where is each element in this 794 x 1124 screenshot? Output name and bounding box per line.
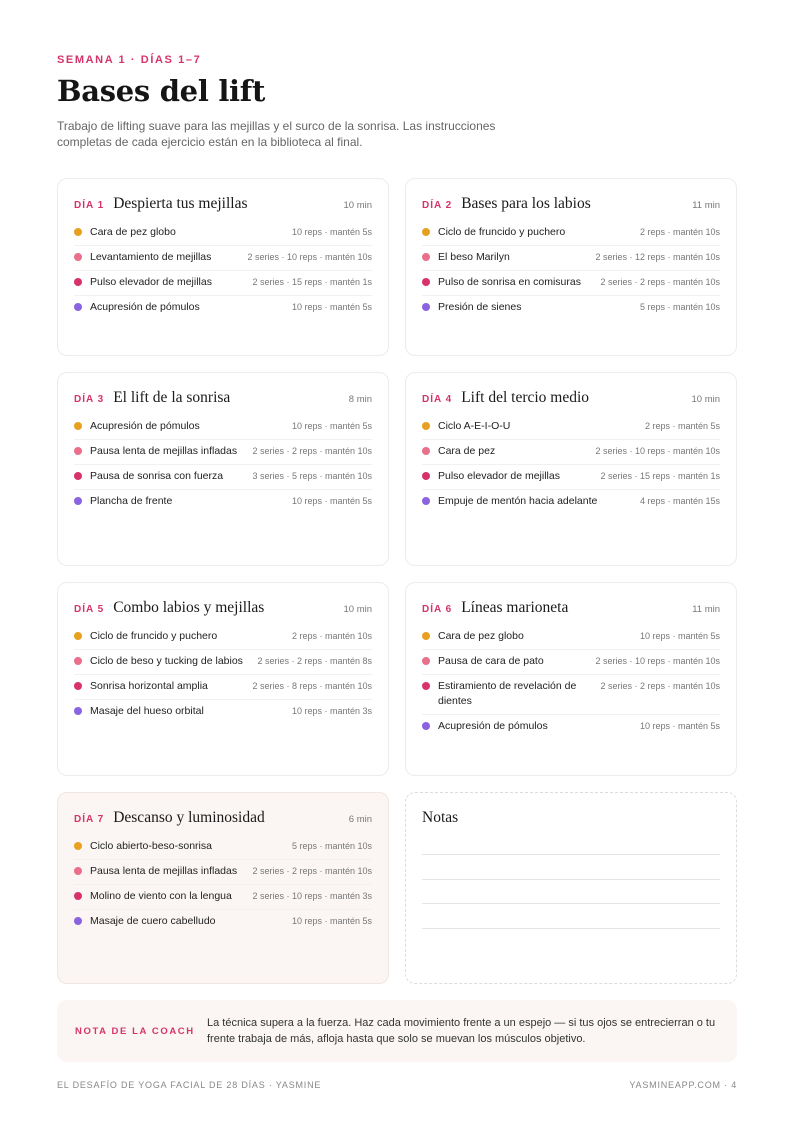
day-card-header [74,389,372,407]
day-tag: DÍA 7 [74,814,105,825]
exercise-meta: 5 reps · mantén 10s [291,841,372,851]
exercise-dot-icon [74,867,82,875]
notes-card [405,792,737,984]
exercise-meta: 2 series · 2 reps · mantén 10s [252,446,372,456]
exercise-row [74,221,372,246]
exercise-row [74,675,372,700]
exercise-row [74,490,372,514]
exercise-meta: 2 series · 10 reps · mantén 10s [595,656,720,666]
day-card [57,582,389,776]
exercise-dot-icon [74,917,82,925]
exercise-meta: 10 reps · mantén 5s [291,496,372,506]
exercise-name: Ciclo A-E-I-O-U [438,420,511,432]
exercise-row [422,221,720,246]
exercise-meta: 3 series · 5 reps · mantén 10s [252,471,372,481]
exercise-row [74,835,372,860]
day-duration: 10 min [691,394,720,405]
exercise-dot-icon [422,228,430,236]
exercise-name: Acupresión de pómulos [438,720,548,732]
exercise-meta: 5 reps · mantén 10s [639,302,720,312]
exercise-meta: 2 series · 12 reps · mantén 10s [595,252,720,262]
exercise-dot-icon [422,447,430,455]
exercise-name: Pulso elevador de mejillas [90,276,212,288]
exercise-meta: 10 reps · mantén 3s [291,706,372,716]
exercise-row [422,296,720,320]
exercise-name: Pausa de sonrisa con fuerza [90,470,224,482]
coach-note-label: NOTA DE LA COACH [75,1025,195,1037]
day-card [57,178,389,356]
exercise-meta: 2 series · 2 reps · mantén 10s [600,681,720,691]
exercise-row [74,910,372,934]
exercise-row [422,675,720,715]
note-line[interactable] [422,879,720,880]
day-card [405,178,737,356]
day-duration: 11 min [692,200,720,211]
day-card-header [74,809,372,827]
coach-note-text: La técnica supera a la fuerza. Haz cada movimiento frente a un espejo — si tus ojos se entrecierran o tu frente trabaja de más, afloja hasta que solo se muevan los músculos objetivo. [207,1017,716,1045]
exercise-dot-icon [74,682,82,690]
day-tag: DÍA 3 [74,394,105,405]
day-card [405,582,737,776]
exercise-dot-icon [422,497,430,505]
exercise-meta: 2 series · 2 reps · mantén 8s [257,656,372,666]
exercise-dot-icon [422,657,430,665]
exercise-meta: 10 reps · mantén 5s [291,916,372,926]
exercise-name: Ciclo de beso y tucking de labios [90,655,243,667]
exercise-dot-icon [74,253,82,261]
exercise-row [422,715,720,739]
exercise-dot-icon [422,278,430,286]
exercise-dot-icon [74,632,82,640]
exercise-dot-icon [74,707,82,715]
exercise-name: Pausa de cara de pato [438,655,544,667]
day-card [57,792,389,984]
exercise-name: El beso Marilyn [438,251,510,263]
exercise-meta: 2 series · 10 reps · mantén 10s [595,446,720,456]
day-card-header [74,195,372,213]
exercise-dot-icon [422,253,430,261]
exercise-name: Pulso elevador de mejillas [438,470,560,482]
exercise-meta: 10 reps · mantén 5s [291,302,372,312]
day-tag: DÍA 6 [422,604,453,615]
day-tag: DÍA 5 [74,604,105,615]
exercise-meta: 10 reps · mantén 5s [291,421,372,431]
exercise-name: Acupresión de pómulos [90,301,200,313]
day-title: Bases para los labios [461,195,591,212]
exercise-dot-icon [74,228,82,236]
day-card-header [422,389,720,407]
exercise-name: Masaje de cuero cabelludo [90,915,216,927]
exercise-name: Cara de pez [438,445,496,457]
day-duration: 11 min [692,604,720,615]
day-grid [57,178,737,984]
exercise-row [422,625,720,650]
exercise-dot-icon [422,303,430,311]
exercise-dot-icon [422,682,430,690]
exercise-dot-icon [74,278,82,286]
exercise-meta: 2 reps · mantén 10s [291,631,372,641]
exercise-dot-icon [422,472,430,480]
exercise-row [422,440,720,465]
note-line[interactable] [422,928,720,929]
exercise-meta: 2 reps · mantén 10s [639,227,720,237]
exercise-row [74,860,372,885]
exercise-name: Presión de sienes [438,301,522,313]
exercise-meta: 2 reps · mantén 5s [644,421,720,431]
exercise-dot-icon [74,657,82,665]
note-line[interactable] [422,903,720,904]
exercise-dot-icon [74,447,82,455]
exercise-meta: 2 series · 8 reps · mantén 10s [252,681,372,691]
exercise-row [74,885,372,910]
footer [57,1080,737,1090]
exercise-row [422,465,720,490]
note-line[interactable] [422,854,720,855]
day-tag: DÍA 4 [422,394,453,405]
day-card [405,372,737,566]
exercise-row [74,246,372,271]
exercise-row [74,700,372,724]
day-duration: 8 min [348,394,372,405]
exercise-dot-icon [74,892,82,900]
exercise-dot-icon [74,303,82,311]
day-duration: 10 min [343,200,372,211]
exercise-meta: 2 series · 10 reps · mantén 3s [252,891,372,901]
day-tag: DÍA 1 [74,200,105,211]
exercise-row [422,650,720,675]
exercise-name: Masaje del hueso orbital [90,705,204,717]
exercise-dot-icon [74,422,82,430]
day-title: Lift del tercio medio [461,389,590,406]
exercise-name: Pausa lenta de mejillas infladas [90,865,238,877]
day-tag: DÍA 2 [422,200,453,211]
exercise-meta: 2 series · 10 reps · mantén 10s [247,252,372,262]
exercise-name: Empuje de mentón hacia adelante [438,495,598,507]
exercise-row [74,650,372,675]
day-title: Despierta tus mejillas [113,195,248,212]
exercise-row [74,465,372,490]
exercise-name: Pulso de sonrisa en comisuras [438,276,581,288]
exercise-meta: 10 reps · mantén 5s [291,227,372,237]
exercise-meta: 2 series · 2 reps · mantén 10s [600,277,720,287]
exercise-name: Plancha de frente [90,495,173,507]
intro-text: Trabajo de lifting suave para las mejillas y el surco de la sonrisa. Las instrucciones completas de cada ejercicio están en la biblioteca al final. [57,119,496,149]
day-card-header [422,195,720,213]
day-duration: 10 min [343,604,372,615]
exercise-dot-icon [74,472,82,480]
notes-title: Notas [422,809,459,826]
exercise-name: Molino de viento con la lengua [90,890,232,902]
week-eyebrow: SEMANA 1 · DÍAS 1–7 [57,54,202,66]
day-title: El lift de la sonrisa [113,389,231,406]
exercise-meta: 4 reps · mantén 15s [639,496,720,506]
exercise-dot-icon [422,632,430,640]
exercise-meta: 2 series · 2 reps · mantén 10s [252,866,372,876]
footer-title: EL DESAFÍO DE YOGA FACIAL DE 28 DÍAS · YASMINE [57,1080,322,1090]
exercise-dot-icon [422,422,430,430]
day-title: Combo labios y mejillas [113,599,265,616]
exercise-meta: 10 reps · mantén 5s [639,721,720,731]
exercise-name: Cara de pez globo [90,226,176,238]
exercise-name: Ciclo de fruncido y puchero [438,226,566,238]
exercise-name: Pausa lenta de mejillas infladas [90,445,238,457]
footer-page: YASMINEAPP.COM · 4 [629,1080,737,1090]
exercise-meta: 10 reps · mantén 5s [639,631,720,641]
exercise-name: Levantamiento de mejillas [90,251,212,263]
day-card [57,372,389,566]
day-card-header [74,599,372,617]
page-title: Bases del lift [57,74,266,108]
exercise-row [74,440,372,465]
exercise-row [74,625,372,650]
exercise-row [74,271,372,296]
exercise-dot-icon [74,497,82,505]
day-title: Líneas marioneta [461,599,569,616]
exercise-dot-icon [74,842,82,850]
exercise-name: Ciclo abierto-beso-sonrisa [90,840,212,852]
day-duration: 6 min [348,814,372,825]
day-title: Descanso y luminosidad [113,809,265,826]
exercise-row [74,296,372,320]
exercise-name: Cara de pez globo [438,630,524,642]
day-card-header [422,599,720,617]
exercise-row [422,271,720,296]
exercise-row [422,490,720,514]
coach-note [57,1000,737,1062]
exercise-name: Ciclo de fruncido y puchero [90,630,218,642]
exercise-row [74,415,372,440]
exercise-name: Acupresión de pómulos [90,420,200,432]
exercise-meta: 2 series · 15 reps · mantén 1s [600,471,720,481]
exercise-row [422,415,720,440]
exercise-row [422,246,720,271]
exercise-name: Sonrisa horizontal amplia [90,680,208,692]
exercise-name: Estiramiento de revelación de dientes [438,680,577,707]
exercise-dot-icon [422,722,430,730]
exercise-meta: 2 series · 15 reps · mantén 1s [252,277,372,287]
